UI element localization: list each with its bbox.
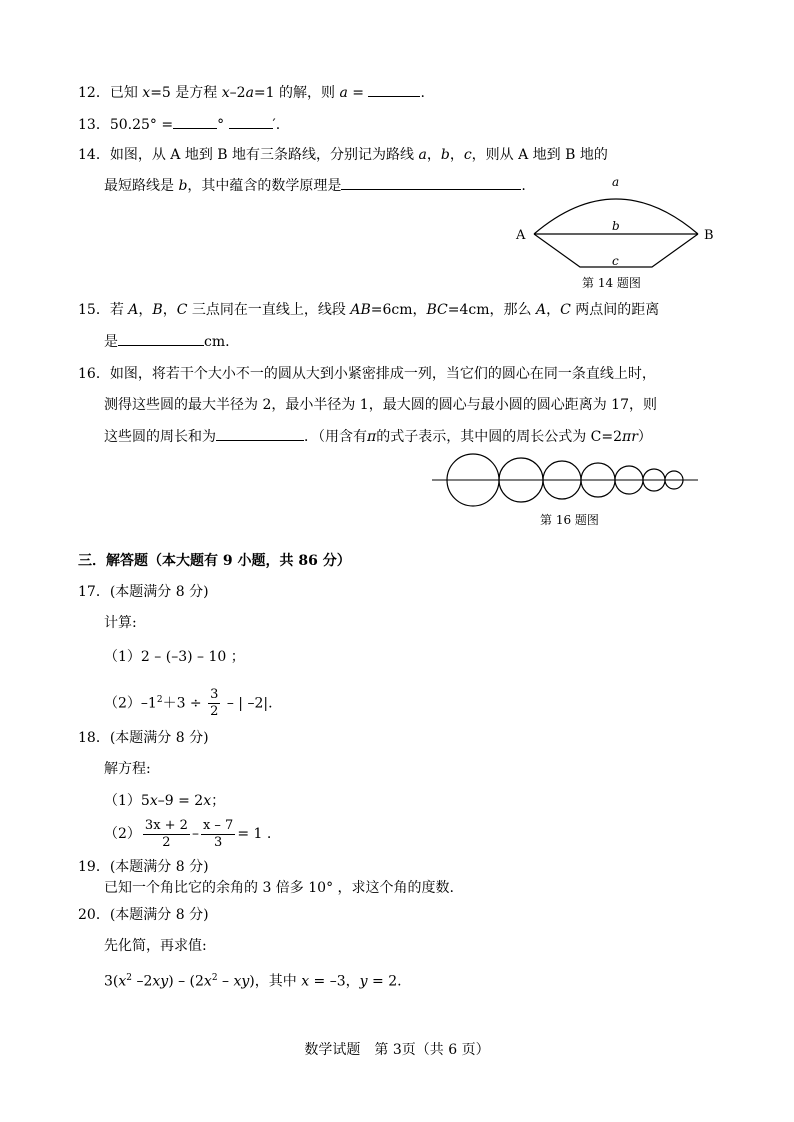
q12-text: 已知 xyxy=(109,85,143,101)
q16-text: 这些圆的周长和为 xyxy=(104,429,216,445)
q14-var: c xyxy=(463,147,472,163)
q16-text: ．（用含有 xyxy=(304,429,367,445)
q18-var: x xyxy=(203,793,212,809)
q20-var: y xyxy=(359,973,368,990)
q18-part1 xyxy=(104,791,225,811)
q15-text: ， xyxy=(138,302,153,318)
q20-expr: = –3， xyxy=(309,973,360,990)
fraction xyxy=(143,818,190,851)
q14-number: 14． xyxy=(78,147,110,163)
question-16-line2 xyxy=(104,395,657,415)
q15-text: =4cm，那么 xyxy=(447,302,536,318)
q14-text: ， xyxy=(426,147,441,163)
q16-var: r xyxy=(631,429,638,445)
q14-var: b xyxy=(178,178,188,194)
question-12 xyxy=(78,82,425,103)
q15-var: A xyxy=(535,302,547,318)
q12-var: x xyxy=(142,85,151,101)
q14-var: b xyxy=(440,147,450,163)
question-14 xyxy=(78,145,608,165)
question-13 xyxy=(78,114,280,135)
q14-text: 最短路线是 xyxy=(104,178,179,194)
fraction xyxy=(201,818,235,851)
figure-16 xyxy=(430,452,710,532)
answer-blank[interactable] xyxy=(368,82,420,97)
q15-var: C xyxy=(560,302,571,318)
q15-text: 三点同在一直线上，线段 xyxy=(187,302,351,318)
page-footer: 数学试题 第 3页（共 6 页） xyxy=(304,1042,490,1058)
q13-text: 50.25° = xyxy=(109,117,174,133)
q15-var: C xyxy=(176,302,188,318)
fraction xyxy=(208,687,220,720)
q16-text: 如图，将若干个大小不一的圆从大到小紧密排成一列，当它们的圆心在同一条直线上时， xyxy=(109,366,656,382)
question-15-line2 xyxy=(104,331,230,352)
question-20 xyxy=(78,905,209,925)
numerator: x – 7 xyxy=(202,817,234,833)
answer-blank[interactable] xyxy=(173,114,217,129)
answer-blank[interactable] xyxy=(216,426,304,441)
q12-var: a xyxy=(245,85,254,101)
q20-expr: 3( xyxy=(104,973,119,990)
q14-var: a xyxy=(418,147,427,163)
q17-number: 17． xyxy=(78,584,110,600)
question-15 xyxy=(78,300,659,320)
q12-number: 12． xyxy=(78,85,110,101)
q12-text: = xyxy=(347,85,369,101)
q20-number: 20． xyxy=(78,907,110,923)
q15-text: cm. xyxy=(204,334,230,350)
exponent: 2 xyxy=(211,973,218,983)
q12-var: a xyxy=(339,85,348,101)
denominator: 2 xyxy=(210,704,219,720)
q14-text: 如图，从 A 地到 B 地有三条路线，分别记为路线 xyxy=(109,147,419,163)
q13-text: ° xyxy=(217,117,225,133)
section-3-heading: 三．解答题（本大题有 9 小题，共 86 分） xyxy=(78,553,351,569)
q20-expr: ) – (2 xyxy=(168,973,204,990)
answer-blank[interactable] xyxy=(229,114,273,129)
label-a: a xyxy=(612,175,620,189)
q18-expr: ； xyxy=(211,793,226,809)
q16-number: 16． xyxy=(78,366,110,382)
question-19 xyxy=(78,857,209,877)
q18-part2 xyxy=(104,816,271,852)
q20-var: x xyxy=(301,973,310,990)
q17-expr: –1 xyxy=(140,695,157,712)
q17-expr: – | –2|. xyxy=(222,695,273,712)
figure-16-caption: 第 16 题图 xyxy=(540,513,599,527)
q12-text: =1 的解，则 xyxy=(253,85,340,101)
q14-text: ，则从 A 地到 B 地的 xyxy=(471,147,608,163)
q16-text: 的式子表示，其中圆的周长公式为 C=2 xyxy=(376,429,623,445)
q13-number: 13． xyxy=(78,117,110,133)
part-label: （2） xyxy=(104,826,141,842)
q14-text: ，其中蕴含的数学原理是 xyxy=(187,178,342,194)
q15-var: A xyxy=(128,302,139,318)
q15-var: AB xyxy=(350,302,371,318)
part-label: （1） xyxy=(104,649,141,665)
q18-score: (本题满分 8 分) xyxy=(109,730,209,746)
q18-intro: 解方程: xyxy=(104,761,151,777)
answer-blank[interactable] xyxy=(341,175,521,190)
q16-text: 测得这些圆的最大半径为 2，最小半径为 1，最大圆的圆心与最小圆的圆心距离为 17，则 xyxy=(104,397,657,413)
q15-text: 若 xyxy=(109,302,129,318)
part-label: （1） xyxy=(104,793,141,809)
q18-expr: = 1 . xyxy=(237,826,272,842)
q18-var: x xyxy=(149,793,158,809)
q17-part1 xyxy=(104,647,245,667)
numerator: 3x + 2 xyxy=(144,817,188,833)
part-label: （2） xyxy=(104,695,141,712)
question-14-line2 xyxy=(104,175,526,196)
question-18 xyxy=(78,728,209,748)
point-B-label: B xyxy=(704,228,714,243)
q12-text: . xyxy=(420,85,425,101)
exponent: 2 xyxy=(126,973,133,983)
q20-expr: – xyxy=(217,973,234,990)
question-16 xyxy=(78,364,656,384)
q15-number: 15． xyxy=(78,302,110,318)
q15-text: 两点间的距离 xyxy=(570,302,660,318)
q19-number: 19． xyxy=(78,859,110,875)
q20-var: xy xyxy=(152,973,169,990)
label-b: b xyxy=(612,219,620,233)
q15-text: ， xyxy=(162,302,177,318)
q19-score: (本题满分 8 分) xyxy=(109,859,209,875)
label-c: c xyxy=(612,254,619,268)
q17-expr: ＋3 ÷ xyxy=(162,695,207,712)
q20-expr: –2 xyxy=(132,973,153,990)
q18-expr: –9 = 2 xyxy=(157,793,204,809)
q17-intro: 计算: xyxy=(104,615,137,631)
q14-text: . xyxy=(521,178,526,194)
answer-blank[interactable] xyxy=(118,331,204,346)
numerator: 3 xyxy=(210,687,219,703)
q19-text: 已知一个角比它的余角的 3 倍多 10° ，求这个角的度数. xyxy=(104,880,454,896)
q20-var: x xyxy=(203,973,212,990)
question-17 xyxy=(78,582,209,602)
q12-text: –2 xyxy=(229,85,246,101)
q20-expression xyxy=(104,968,402,992)
q20-score: (本题满分 8 分) xyxy=(109,907,209,923)
denominator: 2 xyxy=(162,834,171,850)
q17-score: (本题满分 8 分) xyxy=(109,584,209,600)
figure-14-caption: 第 14 题图 xyxy=(582,276,641,290)
q16-var: π xyxy=(622,429,632,445)
q20-var: xy xyxy=(233,973,250,990)
q16-text: ） xyxy=(637,429,652,445)
q15-text: 是 xyxy=(104,334,118,350)
q20-expr: )，其中 xyxy=(249,973,302,990)
question-16-line3 xyxy=(104,426,652,447)
q17-expr: 2 – (–3) – 10 ； xyxy=(140,649,245,665)
q18-expr: 5 xyxy=(140,793,150,809)
q15-var: B xyxy=(152,302,163,318)
denominator: 3 xyxy=(214,834,223,850)
q15-var: BC xyxy=(426,302,448,318)
q16-var: π xyxy=(367,429,377,445)
q17-part2 xyxy=(104,682,273,722)
q15-text: =6cm， xyxy=(370,302,427,318)
q14-text: ， xyxy=(449,147,464,163)
exponent: 2 xyxy=(156,695,163,705)
q20-expr: = 2. xyxy=(367,973,402,990)
figure-14 xyxy=(510,172,730,290)
q13-text: ′. xyxy=(272,117,281,133)
q12-text: =5 是方程 xyxy=(150,85,222,101)
q15-text: ， xyxy=(546,302,561,318)
point-A-label: A xyxy=(516,228,526,243)
q20-intro: 先化简，再求值: xyxy=(104,938,207,954)
q18-expr: – xyxy=(191,826,199,842)
q12-var: x xyxy=(221,85,230,101)
q18-number: 18． xyxy=(78,730,110,746)
q20-var: x xyxy=(118,973,127,990)
